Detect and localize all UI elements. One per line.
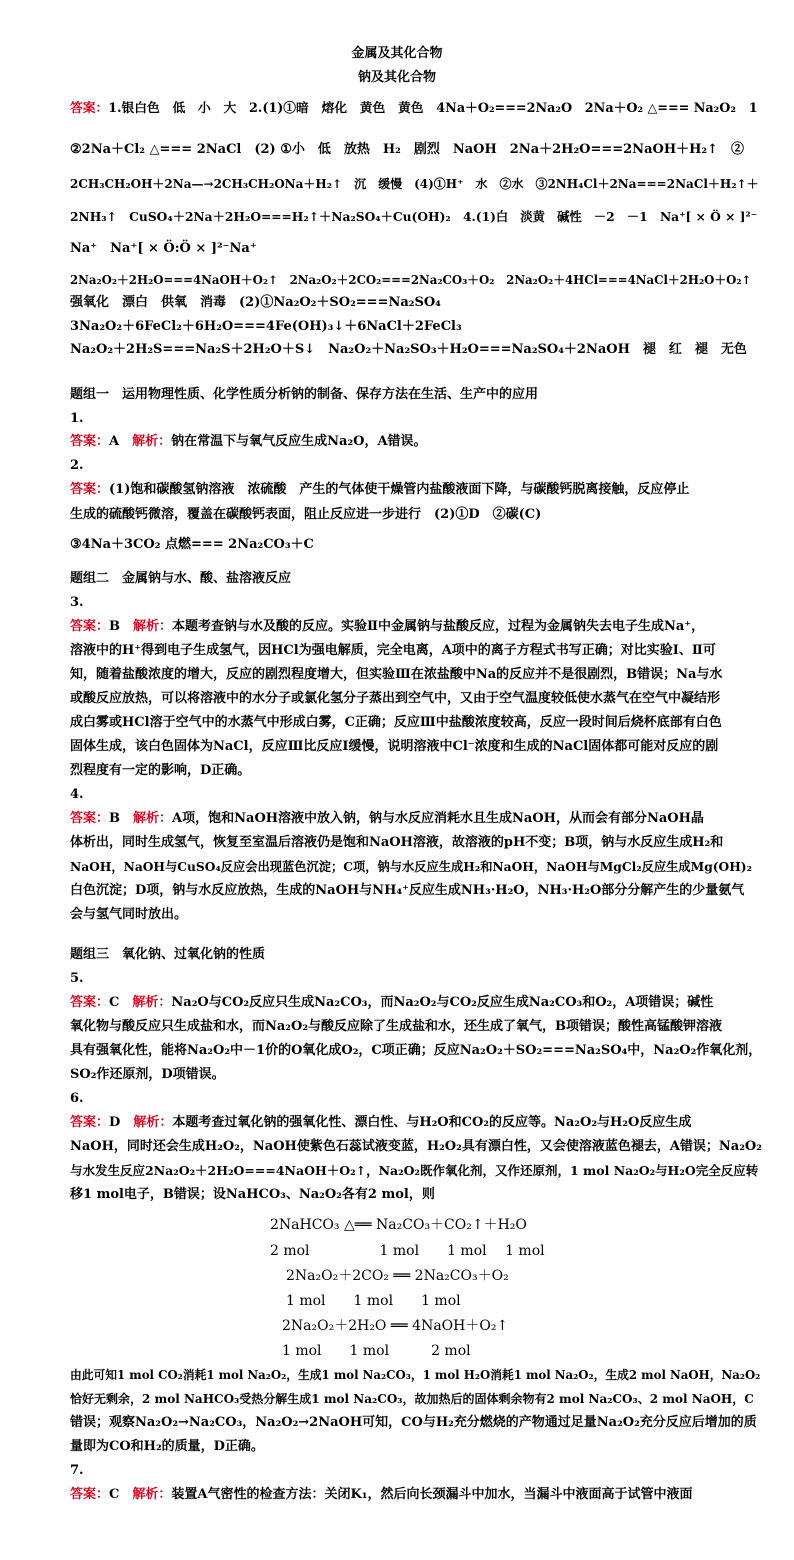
q3-analysis-label: 解析： (133, 619, 173, 634)
q1-number: 1. (70, 411, 84, 426)
q7-number: 7. (70, 1463, 84, 1478)
q6-text-1: 本题考查过氧化钠的强氧化性、漂白性、与H₂O和CO₂的反应等。Na₂O₂与H₂O反应生成 (172, 1115, 692, 1130)
q5-answer-value: C (109, 995, 120, 1010)
q6-answer-value: D (109, 1115, 121, 1130)
answers-line-2: ②2Na＋Cl₂ △=== 2NaCl (2) ①小 低 放热 H₂ 剧烈 NaOH 2Na＋2H₂O===2NaOH＋H₂↑ ② (70, 142, 744, 157)
equation-3-amounts: 1 mol 1 mol 2 mol (282, 1343, 471, 1359)
answers-label: 答案： (70, 101, 109, 116)
q7-text-1: 装置A气密性的检查方法：关闭K₁，然后向长颈漏斗中加水，当漏斗中液面高于试管中液面 (171, 1487, 693, 1502)
q1-analysis-text: 钠在常温下与氧气反应生成Na₂O，A错误。 (171, 434, 427, 449)
q5-text-4: SO₂作还原剂，D项错误。 (70, 1067, 225, 1082)
q1-answer-value: A (109, 434, 120, 449)
q2-answer-line-1 (70, 480, 754, 500)
document-title: 金属及其化合物 (351, 46, 443, 61)
q3-text-6: 固体生成，该白色固体为NaCl，反应Ⅲ比反应Ⅰ缓慢，说明溶液中Cl⁻浓度和生成的NaCl固体都可能对反应的剧 (70, 739, 719, 754)
answers-line-8: 3Na₂O₂＋6FeCl₂＋6H₂O===4Fe(OH)₃↓＋6NaCl＋2FeCl₃ (70, 319, 462, 334)
answers-line-9: Na₂O₂＋2H₂S===Na₂S＋2H₂O＋S↓ Na₂O₂＋Na₂SO₃＋H₂O===Na₂SO₄＋2NaOH 褪 红 褪 无色 (70, 342, 747, 357)
q6-answer-label: 答案： (70, 1115, 110, 1130)
q6-text-4: 移1 mol电子，B错误；设NaHCO₃、Na₂O₂各有2 mol，则 (70, 1187, 435, 1202)
q4-answer-label: 答案： (70, 811, 110, 826)
q5-answer-line-1 (70, 993, 754, 1013)
document-subtitle: 钠及其化合物 (357, 70, 436, 85)
q3-answer-line-1 (70, 617, 754, 637)
q7-analysis-label: 解析： (132, 1487, 172, 1502)
q3-text-7: 烈程度有一定的影响，D正确。 (70, 763, 251, 778)
q6-text-8: 量即为CO和H₂的质量，D正确。 (70, 1439, 264, 1454)
answers-line-5: Na⁺ Na⁺[ × Ö:Ö × ]²⁻Na⁺ (70, 241, 257, 256)
q6-text-2: NaOH，同时还会生成H₂O₂，NaOH使紫色石蕊试液变蓝，H₂O₂具有漂白性，又会使溶液蓝色褪去，A错误；Na₂O₂ (70, 1139, 762, 1154)
q7-answer-value: C (109, 1487, 120, 1502)
q4-text-2: 体析出，同时生成氢气，恢复至室温后溶液仍是饱和NaOH溶液，故溶液的pH不变；B项，钠与水反应生成H₂和 (70, 835, 724, 850)
group1-title: 题组一 运用物理性质、化学性质分析钠的制备、保存方法在生活、生产中的应用 (70, 387, 539, 402)
q3-number: 3. (70, 595, 84, 610)
group3-title: 题组三 氧化钠、过氧化钠的性质 (70, 947, 266, 962)
q7-answer-line-1 (70, 1485, 754, 1505)
q6-text-7: 错误；观察Na₂O₂→Na₂CO₃，Na₂O₂→2NaOH可知，CO与H₂充分燃烧的产物通过足量Na₂O₂充分反应后增加的质 (70, 1415, 757, 1430)
q3-text-1: 本题考查钠与水及酸的反应。实验Ⅱ中金属钠与盐酸反应，过程为金属钠失去电子生成Na⁺， (172, 619, 705, 634)
q4-text-5: 会与氢气同时放出。 (70, 907, 188, 922)
q6-number: 6. (70, 1091, 84, 1106)
q3-text-3: 知，随着盐酸浓度的增大，反应的剧烈程度增大，但实验Ⅲ在浓盐酸中Na的反应并不是很剧烈，B错误；Na与水 (70, 667, 723, 682)
q5-answer-label: 答案： (70, 995, 110, 1010)
q6-analysis-label: 解析： (133, 1115, 173, 1130)
equation-3: 2Na₂O₂＋2H₂O ══ 4NaOH＋O₂↑ (282, 1318, 509, 1334)
q6-text-5: 由此可知1 mol CO₂消耗1 mol Na₂O₂，生成1 mol Na₂CO₃，1 mol H₂O消耗1 mol Na₂O₂，生成2 mol NaOH，Na₂O₂ (70, 1368, 761, 1382)
q5-text-1: Na₂O与CO₂反应只生成Na₂CO₃，而Na₂O₂与CO₂反应生成Na₂CO₃和O₂，A项错误；碱性 (171, 995, 714, 1010)
q2-answer-text-1: (1)饱和碳酸氢钠溶液 浓硫酸 产生的气体使干燥管内盐酸液面下降，与碳酸钙脱离接触，反应停止 (109, 482, 690, 497)
answers-line-4: 2NH₃↑ CuSO₄＋2Na＋2H₂O===H₂↑＋Na₂SO₄＋Cu(OH)₂ 4.(1)白 淡黄 碱性 －2 －1 Na⁺[ × Ö × ]²⁻ (70, 209, 758, 224)
q5-analysis-label: 解析： (132, 995, 172, 1010)
q2-answer-label: 答案： (70, 482, 110, 497)
q4-text-1: A项，饱和NaOH溶液中放入钠，钠与水反应消耗水且生成NaOH，从而会有部分NaOH晶 (172, 811, 704, 826)
q2-answer-line-3: ③4Na＋3CO₂ 点燃=== 2Na₂CO₃＋C (70, 537, 314, 552)
q3-text-5: 成白雾或HCl溶于空气中的水蒸气中形成白雾，C正确；反应Ⅲ中盐酸浓度较高，反应一段时间后烧杯底部有白色 (70, 715, 722, 730)
q4-answer-line-1 (70, 809, 754, 829)
q1-answer-label: 答案： (70, 434, 110, 449)
q2-answer-line-2: 生成的硫酸钙微溶，覆盖在碳酸钙表面，阻止反应进一步进行 (2)①D ②碳(C) (70, 507, 542, 522)
q4-text-4: 白色沉淀；D项，钠与水反应放热，生成的NaOH与NH₄⁺反应生成NH₃·H₂O，NH₃·H₂O部分分解产生的少量氨气 (70, 883, 745, 898)
q5-number: 5. (70, 971, 84, 986)
group2-title: 题组二 金属钠与水、酸、盐溶液反应 (70, 571, 292, 586)
q4-number: 4. (70, 787, 84, 802)
answers-line-7: 强氧化 漂白 供氧 消毒 (2)①Na₂O₂＋SO₂===Na₂SO₄ (70, 295, 441, 310)
q7-answer-label: 答案： (70, 1487, 110, 1502)
q6-text-3: 与水发生反应2Na₂O₂＋2H₂O===4NaOH＋O₂↑，Na₂O₂既作氧化剂，又作还原剂，1 mol Na₂O₂与H₂O完全反应转 (70, 1163, 759, 1178)
equation-1: 2NaHCO₃ △══ Na₂CO₃＋CO₂↑＋H₂O (270, 1217, 527, 1233)
equation-2: 2Na₂O₂＋2CO₂ ══ 2Na₂CO₃＋O₂ (286, 1268, 509, 1284)
q6-answer-line-1 (70, 1113, 754, 1133)
q5-text-2: 氧化物与酸反应只生成盐和水，而Na₂O₂与酸反应除了生成盐和水，还生成了氧气，B项错误；酸性高锰酸钾溶液 (70, 1019, 723, 1034)
answers-text: 1.银白色 低 小 大 2.(1)①暗 熔化 黄色 黄色 4Na＋O₂===2Na₂O 2Na＋O₂ △=== Na₂O₂ 1 (108, 101, 758, 116)
q4-analysis-label: 解析： (133, 811, 173, 826)
q5-text-3: 具有强氧化性，能将Na₂O₂中－1价的O氧化成O₂，C项正确；反应Na₂O₂＋SO₂===Na₂SO₄中，Na₂O₂作氧化剂， (70, 1043, 762, 1058)
q1-analysis-label: 解析： (132, 434, 172, 449)
q3-text-2: 溶液中的H⁺得到电子生成氢气，因HCl为强电解质，完全电离，A项中的离子方程式书写正确；对比实验Ⅰ、Ⅱ可 (70, 643, 716, 658)
q6-text-6: 恰好无剩余，2 mol NaHCO₃受热分解生成1 mol Na₂CO₃，故加热后的固体剩余物有2 mol Na₂CO₃、2 mol NaOH，C (70, 1392, 754, 1406)
answers-line-3: 2CH₃CH₂OH＋2Na—→2CH₃CH₂ONa＋H₂↑ 沉 缓慢 (4)①H⁺ 水 ②水 ③2NH₄Cl＋2Na===2NaCl＋H₂↑＋ (70, 177, 759, 191)
answers-line-6: 2Na₂O₂＋2H₂O===4NaOH＋O₂↑ 2Na₂O₂＋2CO₂===2Na₂CO₃＋O₂ 2Na₂O₂＋4HCl===4NaCl＋2H₂O＋O₂↑ (70, 273, 752, 287)
q3-answer-label: 答案： (70, 619, 110, 634)
q1-answer (70, 432, 754, 452)
q2-number: 2. (70, 458, 84, 473)
q3-answer-value: B (109, 619, 121, 634)
equation-1-amounts: 2 mol 1 mol 1 mol 1 mol (270, 1243, 545, 1259)
q3-text-4: 或酸反应放热，可以将溶液中的水分子或氯化氢分子蒸出到空气中，又由于空气温度较低使水蒸气在空气中凝结形 (70, 691, 721, 706)
equation-2-amounts: 1 mol 1 mol 1 mol (286, 1293, 461, 1309)
answers-line-1 (70, 99, 758, 119)
q4-answer-value: B (109, 811, 121, 826)
q4-text-3: NaOH，NaOH与CuSO₄反应会出现蓝色沉淀；C项，钠与水反应生成H₂和NaOH，NaOH与MgCl₂反应生成Mg(OH)₂ (70, 859, 752, 874)
